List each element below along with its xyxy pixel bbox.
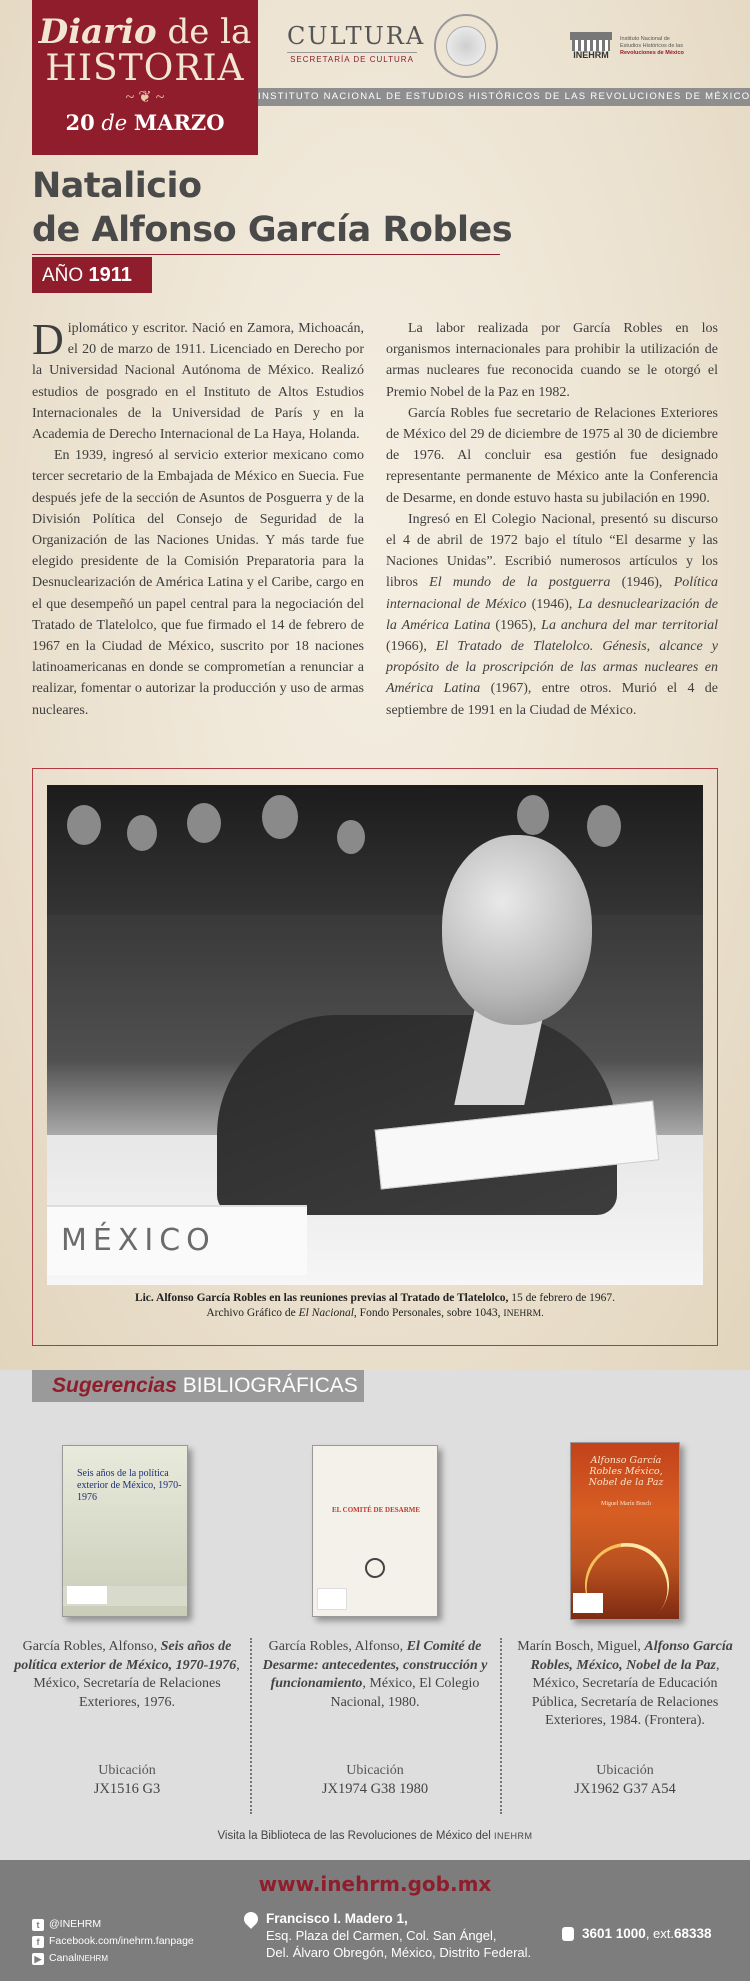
building-icon: INEHRM	[566, 32, 616, 60]
photo-frame	[32, 768, 718, 1346]
phone-icon	[562, 1927, 574, 1941]
facebook-link[interactable]: f Facebook.com/inehrm.fanpage	[32, 1933, 194, 1950]
paragraph: En 1939, ingresó al servicio exterior mexicano como tercer secretario de la Embajada de México en Suecia. Fue después jefe de la sección de Asuntos de Posguerra y de la División Política del Consejo de Seguridad de la Organización de las Naciones Unidas. Y más tarde fue elegido presidente de la Comisión Preparatoria para la Desnuclearización de América Latina y el Caribe, cargo en el que desempeñó un papel central para la negociación del Tratado de Tlatelolco, que fue firmado el 14 de febrero de 1967 en la Ciudad de México, suscrito por 18 naciones latinoamericanas en donde se comprometían a renunciar a realizar, fomentar o autorizar la producción y uso de armas nucleares.	[32, 448, 364, 718]
book-cover[interactable]: EL COMITÉ DE DESARME	[312, 1445, 438, 1617]
social-links	[32, 1916, 194, 1967]
column-divider	[250, 1638, 252, 1814]
address: Francisco I. Madero 1, Esq. Plaza del Carmen, Col. San Ángel, Del. Álvaro Obregón, México, Distrito Federal.	[244, 1910, 531, 1961]
book-reference: García Robles, Alfonso, El Comité de Desarme: antecedentes, construcción y funcionamiento, México, El Colegio Nacional, 1980.	[262, 1639, 488, 1710]
book-reference: Marín Bosch, Miguel, Alfonso García Robles, México, Nobel de la Paz, México, Secretaría de Educación Pública, Secretaría de Relaciones Exteriores, 1984. (Frontera).	[517, 1639, 733, 1728]
national-seal-icon	[434, 14, 498, 78]
book-cover[interactable]: Seis años de la política exterior de México, 1970-1976	[62, 1445, 188, 1617]
twitter-link[interactable]: t @INEHRM	[32, 1916, 194, 1933]
inehrm-logo[interactable]: INEHRM Instituto Nacional de Estudios Históricos de las Revoluciones de México	[566, 30, 686, 62]
masthead-date: 20 de MARZO	[65, 110, 225, 135]
year-badge: AÑO 1911	[32, 257, 152, 293]
paragraph: García Robles fue secretario de Relaciones Exteriores de México del 29 de diciembre de 1975 al 30 de diciembre de 1976. Al concluir esa gestión fue designado representante permanente de México ante la Conferencia de Desarme, en donde estuvo hasta su jubilación en 1990.	[386, 405, 718, 506]
phone-number[interactable]: 3601 1000 , ext. 68338	[562, 1926, 712, 1941]
institute-bar: INSTITUTO NACIONAL DE ESTUDIOS HISTÓRICOS DE LAS REVOLUCIONES DE MÉXICO	[258, 88, 750, 106]
book-location: Ubicación JX1974 G38 1980	[321, 1763, 429, 1797]
column-divider	[500, 1638, 502, 1814]
book-location: Ubicación JX1962 G37 A54	[574, 1763, 676, 1797]
drop-cap: D	[32, 315, 64, 364]
masthead-line2: HISTORIA	[45, 48, 245, 89]
photo-caption: Lic. Alfonso García Robles en las reuniones previas al Tratado de Tlatelolco, 15 de febrero de 1967. Archivo Gráfico de El Nacional, Fondo Personales, sobre 1043, INEHRM.	[134, 1292, 616, 1319]
paragraph: Diplomático y escritor. Nació en Zamora, Michoacán, el 20 de marzo de 1911. Licenciado en Derecho por la Universidad Nacional Autónoma de México. Realizó estudios de posgrado en el Instituto de Altos Estudios Internacionales de la Universidad de París y en la Academia de Derecho Internacional de La Haya, Holanda.	[32, 315, 364, 443]
youtube-link[interactable]: ▶ Canal INEHRM	[32, 1950, 194, 1967]
masthead	[32, 0, 258, 155]
website-link[interactable]: www.inehrm.gob.mx	[258, 1872, 492, 1896]
paragraph: La labor realizada por García Robles en los organismos internacionales para prohibir la utilización de armas nucleares fue reconocida cuando se le otorgó el Premio Nobel de la Paz en 1982.	[386, 321, 718, 400]
library-note: Visita la Biblioteca de las Revoluciones de México del INEHRM	[217, 1830, 533, 1842]
article-body	[32, 315, 719, 721]
cultura-logo[interactable]: CULTURA SECRETARÍA DE CULTURA	[287, 22, 426, 64]
footer	[0, 1860, 750, 1981]
emblem-icon	[365, 1558, 385, 1578]
masthead-line1: Diario de la	[38, 12, 252, 52]
article-column-left	[32, 315, 364, 721]
facebook-icon: f	[32, 1936, 44, 1948]
title-divider	[32, 254, 500, 255]
youtube-icon: ▶	[32, 1953, 44, 1965]
paragraph: Ingresó en El Colegio Nacional, presentó su discurso el 4 de abril de 1972 bajo el título “El desarme y las Naciones Unidas”. Escribió numerosos artículos y los libros El mundo de la postguerra (1946), Política internacional de México (1946), La desnuclearización de la América Latina (1965), La anchura del mar territorial (1966), El Tratado de Tlatelolco. Génesis, alcance y propósito de la proscripción de las armas nucleares en América Latina (1967), entre otros. Murió el 4 de septiembre de 1991 en la Ciudad de México.	[386, 511, 719, 718]
historic-photo[interactable]	[47, 785, 703, 1285]
location-pin-icon	[241, 1909, 261, 1929]
book-cover[interactable]: Alfonso García Robles México, Nobel de la Paz Miguel Marín Bosch	[570, 1442, 680, 1620]
twitter-icon: t	[32, 1919, 44, 1931]
country-placard: MÉXICO	[47, 1205, 307, 1275]
ornament-icon: ~ ❦ ~	[125, 89, 165, 106]
section-heading: Sugerencias BIBLIOGRÁFICAS	[32, 1370, 364, 1402]
article-column-right	[386, 318, 718, 721]
page-title: Natalicio de Alfonso García Robles	[32, 166, 513, 250]
book-reference: García Robles, Alfonso, Seis años de política exterior de México, 1970-1976, México, Secretaría de Relaciones Exteriores, 1976.	[14, 1639, 240, 1710]
book-location: Ubicación JX1516 G3	[93, 1763, 161, 1797]
bibliography-section	[0, 1370, 750, 1860]
